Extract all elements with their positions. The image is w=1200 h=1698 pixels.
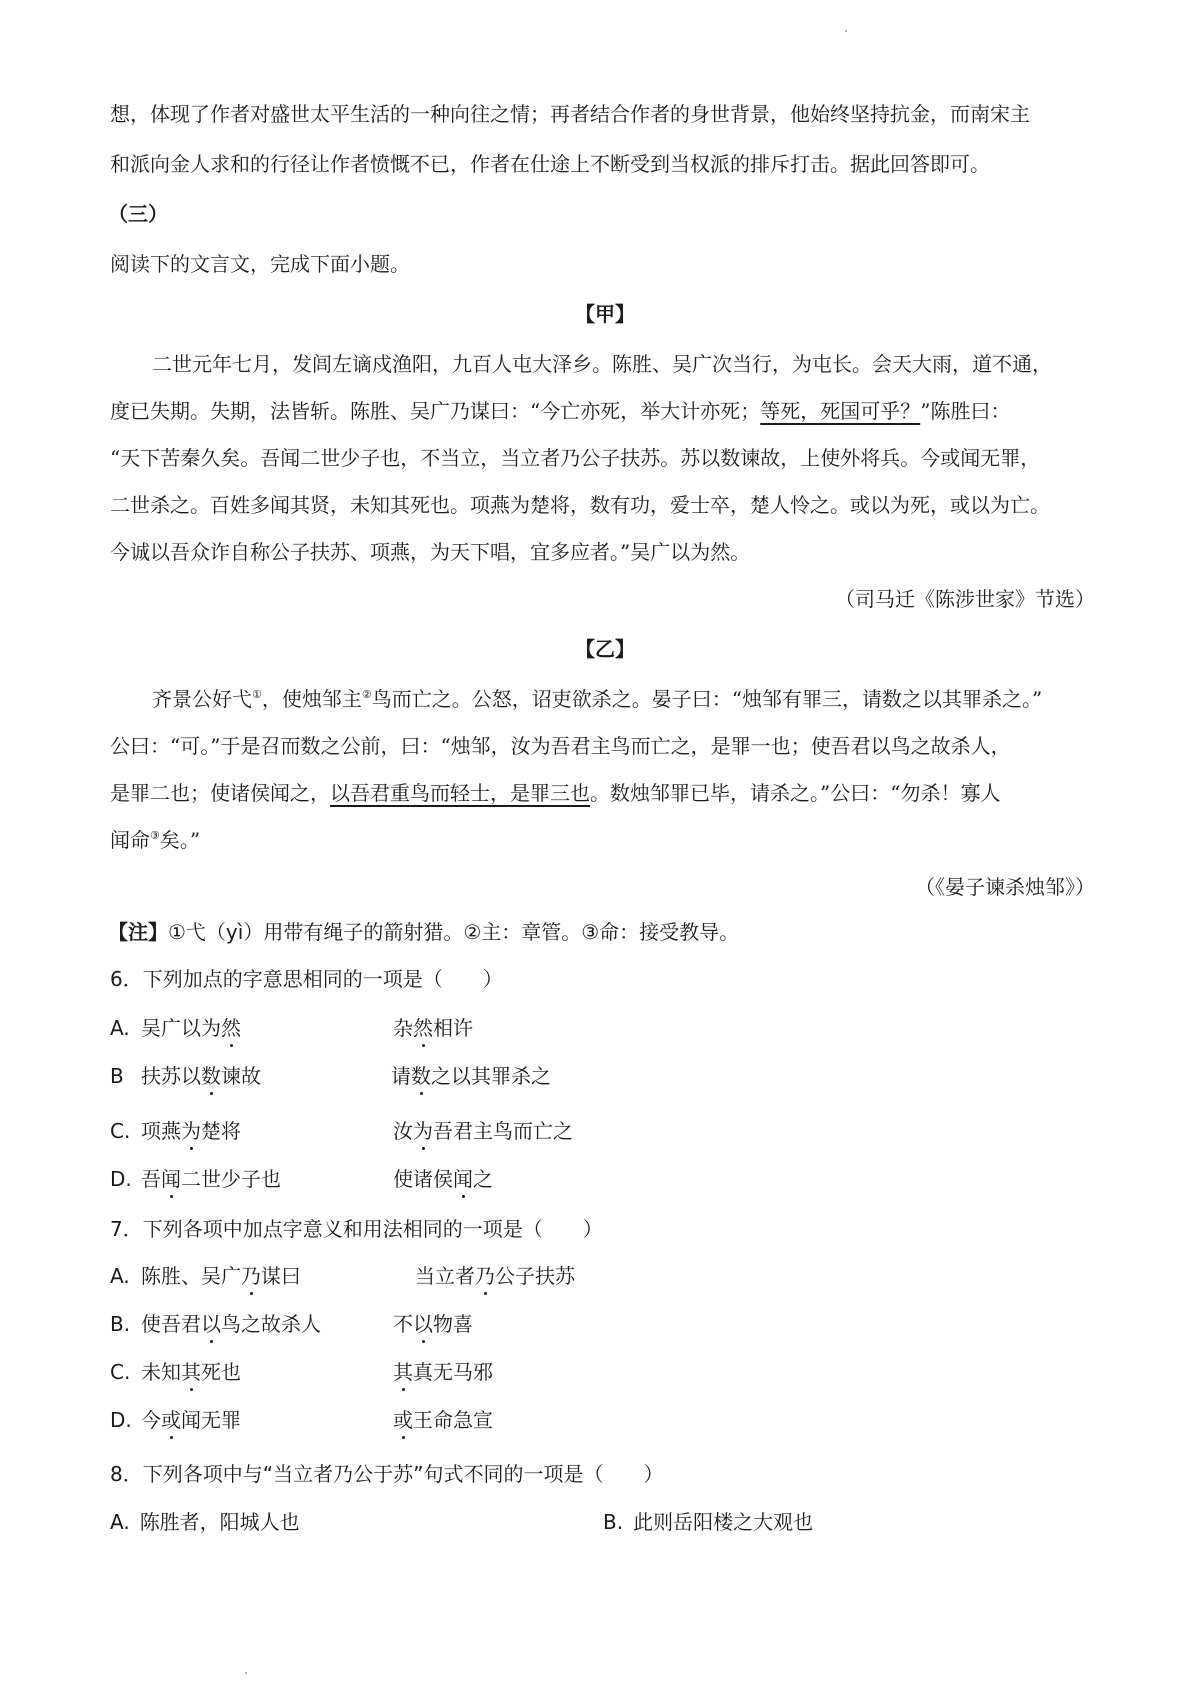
option-text: 闻无罪 <box>181 1408 241 1432</box>
dotted-character: 然 <box>221 1016 241 1040</box>
passage-b-text: ，使烛邹主 <box>261 687 362 711</box>
option-text: 之以其罪杀之 <box>431 1064 551 1088</box>
dotted-character: 乃 <box>475 1264 495 1288</box>
passage-b-text: 矣。” <box>159 828 201 852</box>
option-text: 吾君主鸟而亡之 <box>433 1119 573 1143</box>
dotted-character: 以 <box>201 1312 221 1336</box>
option-text: 相许 <box>433 1016 473 1040</box>
footnote-marker: ③ <box>150 829 160 842</box>
passage-a-source: （司马迁《陈涉世家》节选） <box>835 587 1095 611</box>
passage-a-text: 度已失期。失期，法皆斩。陈胜、吴广乃谋曰：“今亡亦死，举大计亦死； <box>110 399 761 423</box>
dotted-character: 数 <box>411 1064 431 1088</box>
question-7-stem: 7．下列各项中加点字意义和用法相同的一项是（ ） <box>110 1217 603 1241</box>
option-label: C. <box>110 1360 131 1384</box>
option-text: 王命急宣 <box>413 1408 493 1432</box>
passage-a-title: 【甲】 <box>575 302 635 326</box>
footnote-marker: ② <box>361 688 372 701</box>
option-label: B. <box>603 1510 624 1534</box>
option-text: 之 <box>473 1167 493 1191</box>
option-text: 扶苏以 <box>141 1064 201 1088</box>
option-text: 今 <box>141 1408 161 1432</box>
option-text: 不 <box>393 1312 413 1336</box>
section-heading: （三） <box>108 202 168 226</box>
option-left-phrase <box>141 1310 321 1338</box>
dotted-character: 或 <box>393 1408 413 1432</box>
option-text: 吾 <box>141 1167 161 1191</box>
scan-speck <box>245 1672 247 1674</box>
option-left-phrase <box>141 1062 261 1090</box>
option-left-phrase <box>141 1262 301 1290</box>
passage-b-line <box>110 685 1142 713</box>
option-text: 使诸侯 <box>393 1167 453 1191</box>
option-right-phrase <box>393 1014 473 1042</box>
passage-b-line <box>110 779 1100 807</box>
dotted-character: 其 <box>393 1360 413 1384</box>
option-text: 未知 <box>141 1360 181 1384</box>
passage-b-text: 。数烛邹罪已毕，请杀之。”公曰：“勿杀！寡人 <box>590 781 1001 805</box>
option-text: 杂 <box>393 1016 413 1040</box>
option-text: 物喜 <box>433 1312 473 1336</box>
dotted-character: 以 <box>413 1312 433 1336</box>
passage-a-line: 二世元年七月，发闾左谪戍渔阳，九百人屯大泽乡。陈胜、吴广次当行，为屯长。会天大雨，道不通， <box>152 352 1052 376</box>
option-left-phrase <box>141 1406 241 1434</box>
option-right-phrase <box>393 1358 493 1386</box>
option-text: 真无马邪 <box>413 1360 493 1384</box>
carryover-line-2: 和派向金人求和的行径让作者愤慨不已，作者在仕途上不断受到当权派的排斥打击。据此回答即可。 <box>110 152 990 176</box>
notes-label: 【注】 <box>108 920 168 944</box>
passage-b-line <box>110 826 1100 854</box>
question-8-option-b[interactable] <box>603 1508 813 1536</box>
dotted-character: 闻 <box>161 1167 181 1191</box>
option-right-phrase <box>393 1165 493 1193</box>
question-8-option-a[interactable] <box>110 1508 300 1536</box>
option-label: A. <box>110 1510 130 1534</box>
option-text: 吴广以为 <box>141 1016 221 1040</box>
question-6-stem: 6．下列加点的字意思相同的一项是（ ） <box>110 967 503 991</box>
dotted-character: 或 <box>161 1408 181 1432</box>
passage-b-text: 鸟而亡之。公怒，诏吏欲杀之。晏子曰：“烛邹有罪三，请数之以其罪杀之。” <box>371 687 1043 711</box>
passage-b-text: 闻命 <box>110 828 150 852</box>
passage-b-source: （《晏子谏杀烛邹》） <box>915 875 1095 899</box>
dotted-character: 为 <box>181 1119 201 1143</box>
option-text: 鸟之故杀人 <box>221 1312 321 1336</box>
passage-a-line: 今诚以吾众诈自称公子扶苏、项燕，为天下唱，宜多应者。”吴广以为然。 <box>110 540 751 564</box>
section-instruction: 阅读下的文言文，完成下面小题。 <box>110 252 410 276</box>
option-text: 楚将 <box>201 1119 241 1143</box>
option-text: 请 <box>391 1064 411 1088</box>
option-text: 公子扶苏 <box>495 1264 575 1288</box>
option-text: 死也 <box>201 1360 241 1384</box>
footnote-marker: ① <box>252 688 262 701</box>
option-label: A. <box>110 1264 130 1288</box>
notes-text: ①弋（yì）用带有绳子的箭射猎。②主：章管。③命：接受教导。 <box>168 920 740 944</box>
option-left-phrase <box>141 1014 241 1042</box>
passage-b-text: 是罪二也；使诸侯闻之， <box>110 781 330 805</box>
dotted-character: 其 <box>181 1360 201 1384</box>
notes-line <box>108 918 1098 946</box>
option-right-phrase <box>393 1406 493 1434</box>
option-left-phrase <box>141 1165 281 1193</box>
option-right-phrase <box>415 1262 575 1290</box>
option-text: 使吾君 <box>141 1312 201 1336</box>
option-text: 汝 <box>393 1119 413 1143</box>
option-right-phrase <box>393 1310 473 1338</box>
dotted-character: 然 <box>413 1016 433 1040</box>
underlined-sentence: 等死，死国可乎？ <box>760 399 921 423</box>
passage-b-line: 公曰：“可。”于是召而数之公前，曰：“烛邹，汝为吾君主鸟而亡之，是罪一也；使吾君以鸟之故杀人， <box>110 734 1011 758</box>
option-right-phrase <box>391 1062 551 1090</box>
passage-a-text: ”陈胜曰： <box>920 399 1011 423</box>
option-text: 当立者 <box>415 1264 475 1288</box>
passage-a-line: 二世杀之。百姓多闻其贤，未知其死也。项燕为楚将，数有功，爱士卒，楚人怜之。或以为死，或以为亡。 <box>110 493 1050 517</box>
option-text: 二世少子也 <box>181 1167 281 1191</box>
option-text: 陈胜、吴广 <box>141 1264 241 1288</box>
passage-b-title: 【乙】 <box>575 637 635 661</box>
dotted-character: 为 <box>413 1119 433 1143</box>
option-label: C. <box>110 1119 131 1143</box>
option-label: D. <box>110 1167 132 1191</box>
dotted-character: 乃 <box>241 1264 261 1288</box>
passage-b-text: 齐景公好弋 <box>152 687 252 711</box>
option-text: 陈胜者，阳城人也 <box>139 1510 300 1534</box>
option-label: A. <box>110 1016 130 1040</box>
dotted-character: 闻 <box>453 1167 473 1191</box>
option-text: 项燕 <box>141 1119 181 1143</box>
underlined-sentence: 以吾君重鸟而轻士，是罪三也 <box>330 781 590 805</box>
scan-speck <box>845 30 847 32</box>
passage-a-line: “天下苦秦久矣。吾闻二世少子也，不当立，当立者乃公子扶苏。苏以数谏故，上使外将兵。今或闻无罪， <box>110 446 1041 470</box>
carryover-line-1: 想，体现了作者对盛世太平生活的一种向往之情；再者结合作者的身世背景，他始终坚持抗金，而南宋主 <box>110 102 1030 126</box>
option-text: 谋曰 <box>261 1264 301 1288</box>
question-8-stem: 8．下列各项中与“当立者乃公于苏”句式不同的一项是（ ） <box>110 1462 664 1486</box>
option-label: D. <box>110 1408 132 1432</box>
passage-a-line <box>110 397 1100 425</box>
option-label: B. <box>110 1312 131 1336</box>
option-left-phrase <box>141 1358 241 1386</box>
option-label: B <box>110 1064 124 1088</box>
option-right-phrase <box>393 1117 573 1145</box>
option-text: 谏故 <box>221 1064 261 1088</box>
option-left-phrase <box>141 1117 241 1145</box>
dotted-character: 数 <box>201 1064 221 1088</box>
option-text: 此则岳阳楼之大观也 <box>633 1510 814 1534</box>
